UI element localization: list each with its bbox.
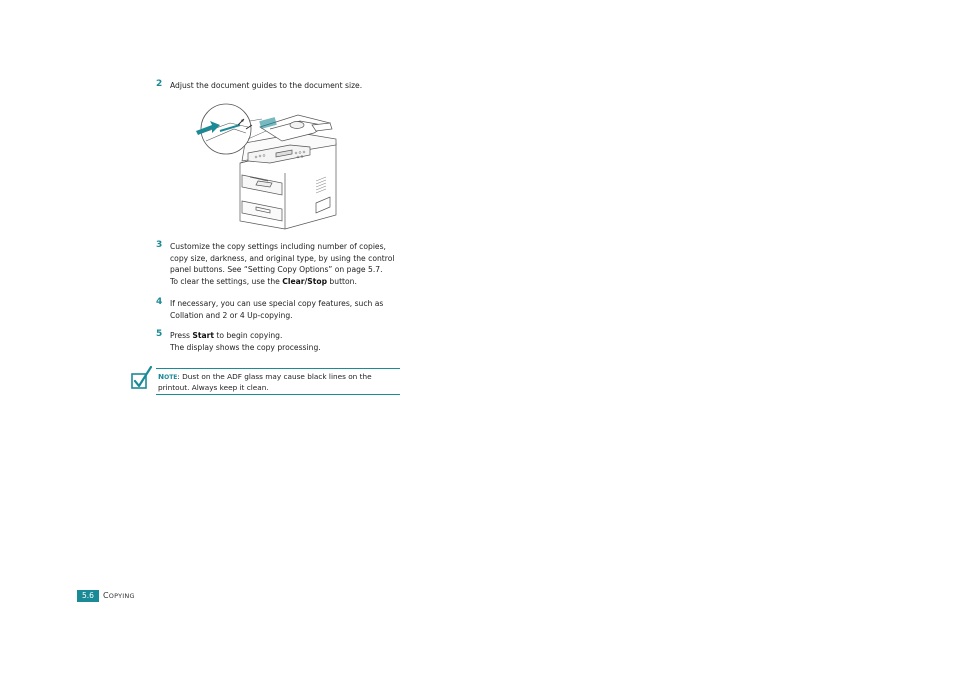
step-4 <box>156 298 406 321</box>
step-text: Adjust the document guides to the document size. <box>170 81 363 90</box>
step-subtext: To clear the settings, use the Clear/Stop button. <box>170 276 357 286</box>
note-box <box>156 368 400 395</box>
note-checkmark-icon <box>130 364 154 392</box>
step-5 <box>156 330 406 353</box>
step-number: 2 <box>156 79 163 89</box>
step-number: 3 <box>156 240 163 250</box>
note-label: NOTE <box>158 372 178 381</box>
note-text: NOTE: Dust on the ADF glass may cause black lines on the printout. Always keep it clean. <box>158 372 372 392</box>
step-3 <box>156 241 406 287</box>
printer-illustration <box>190 103 342 231</box>
clear-stop-button-name: Clear/Stop <box>282 276 328 286</box>
step-2 <box>156 80 406 92</box>
start-button-name: Start <box>192 331 215 340</box>
step-text: Press Start to begin copying. <box>170 331 283 340</box>
step-subtext: The display shows the copy processing. <box>170 342 321 352</box>
step-text: If necessary, you can use special copy features, such as Collation and 2 or 4 Up-copying. <box>170 299 384 320</box>
chapter-title: COPYING <box>103 591 135 600</box>
page-number: 5.6 <box>77 590 99 602</box>
step-number: 4 <box>156 297 163 307</box>
step-text: Customize the copy settings including number of copies, copy size, darkness, and original type, by using the control panel buttons. See “Setting Copy Options” on page 5.7. <box>170 242 395 274</box>
step-number: 5 <box>156 329 163 339</box>
